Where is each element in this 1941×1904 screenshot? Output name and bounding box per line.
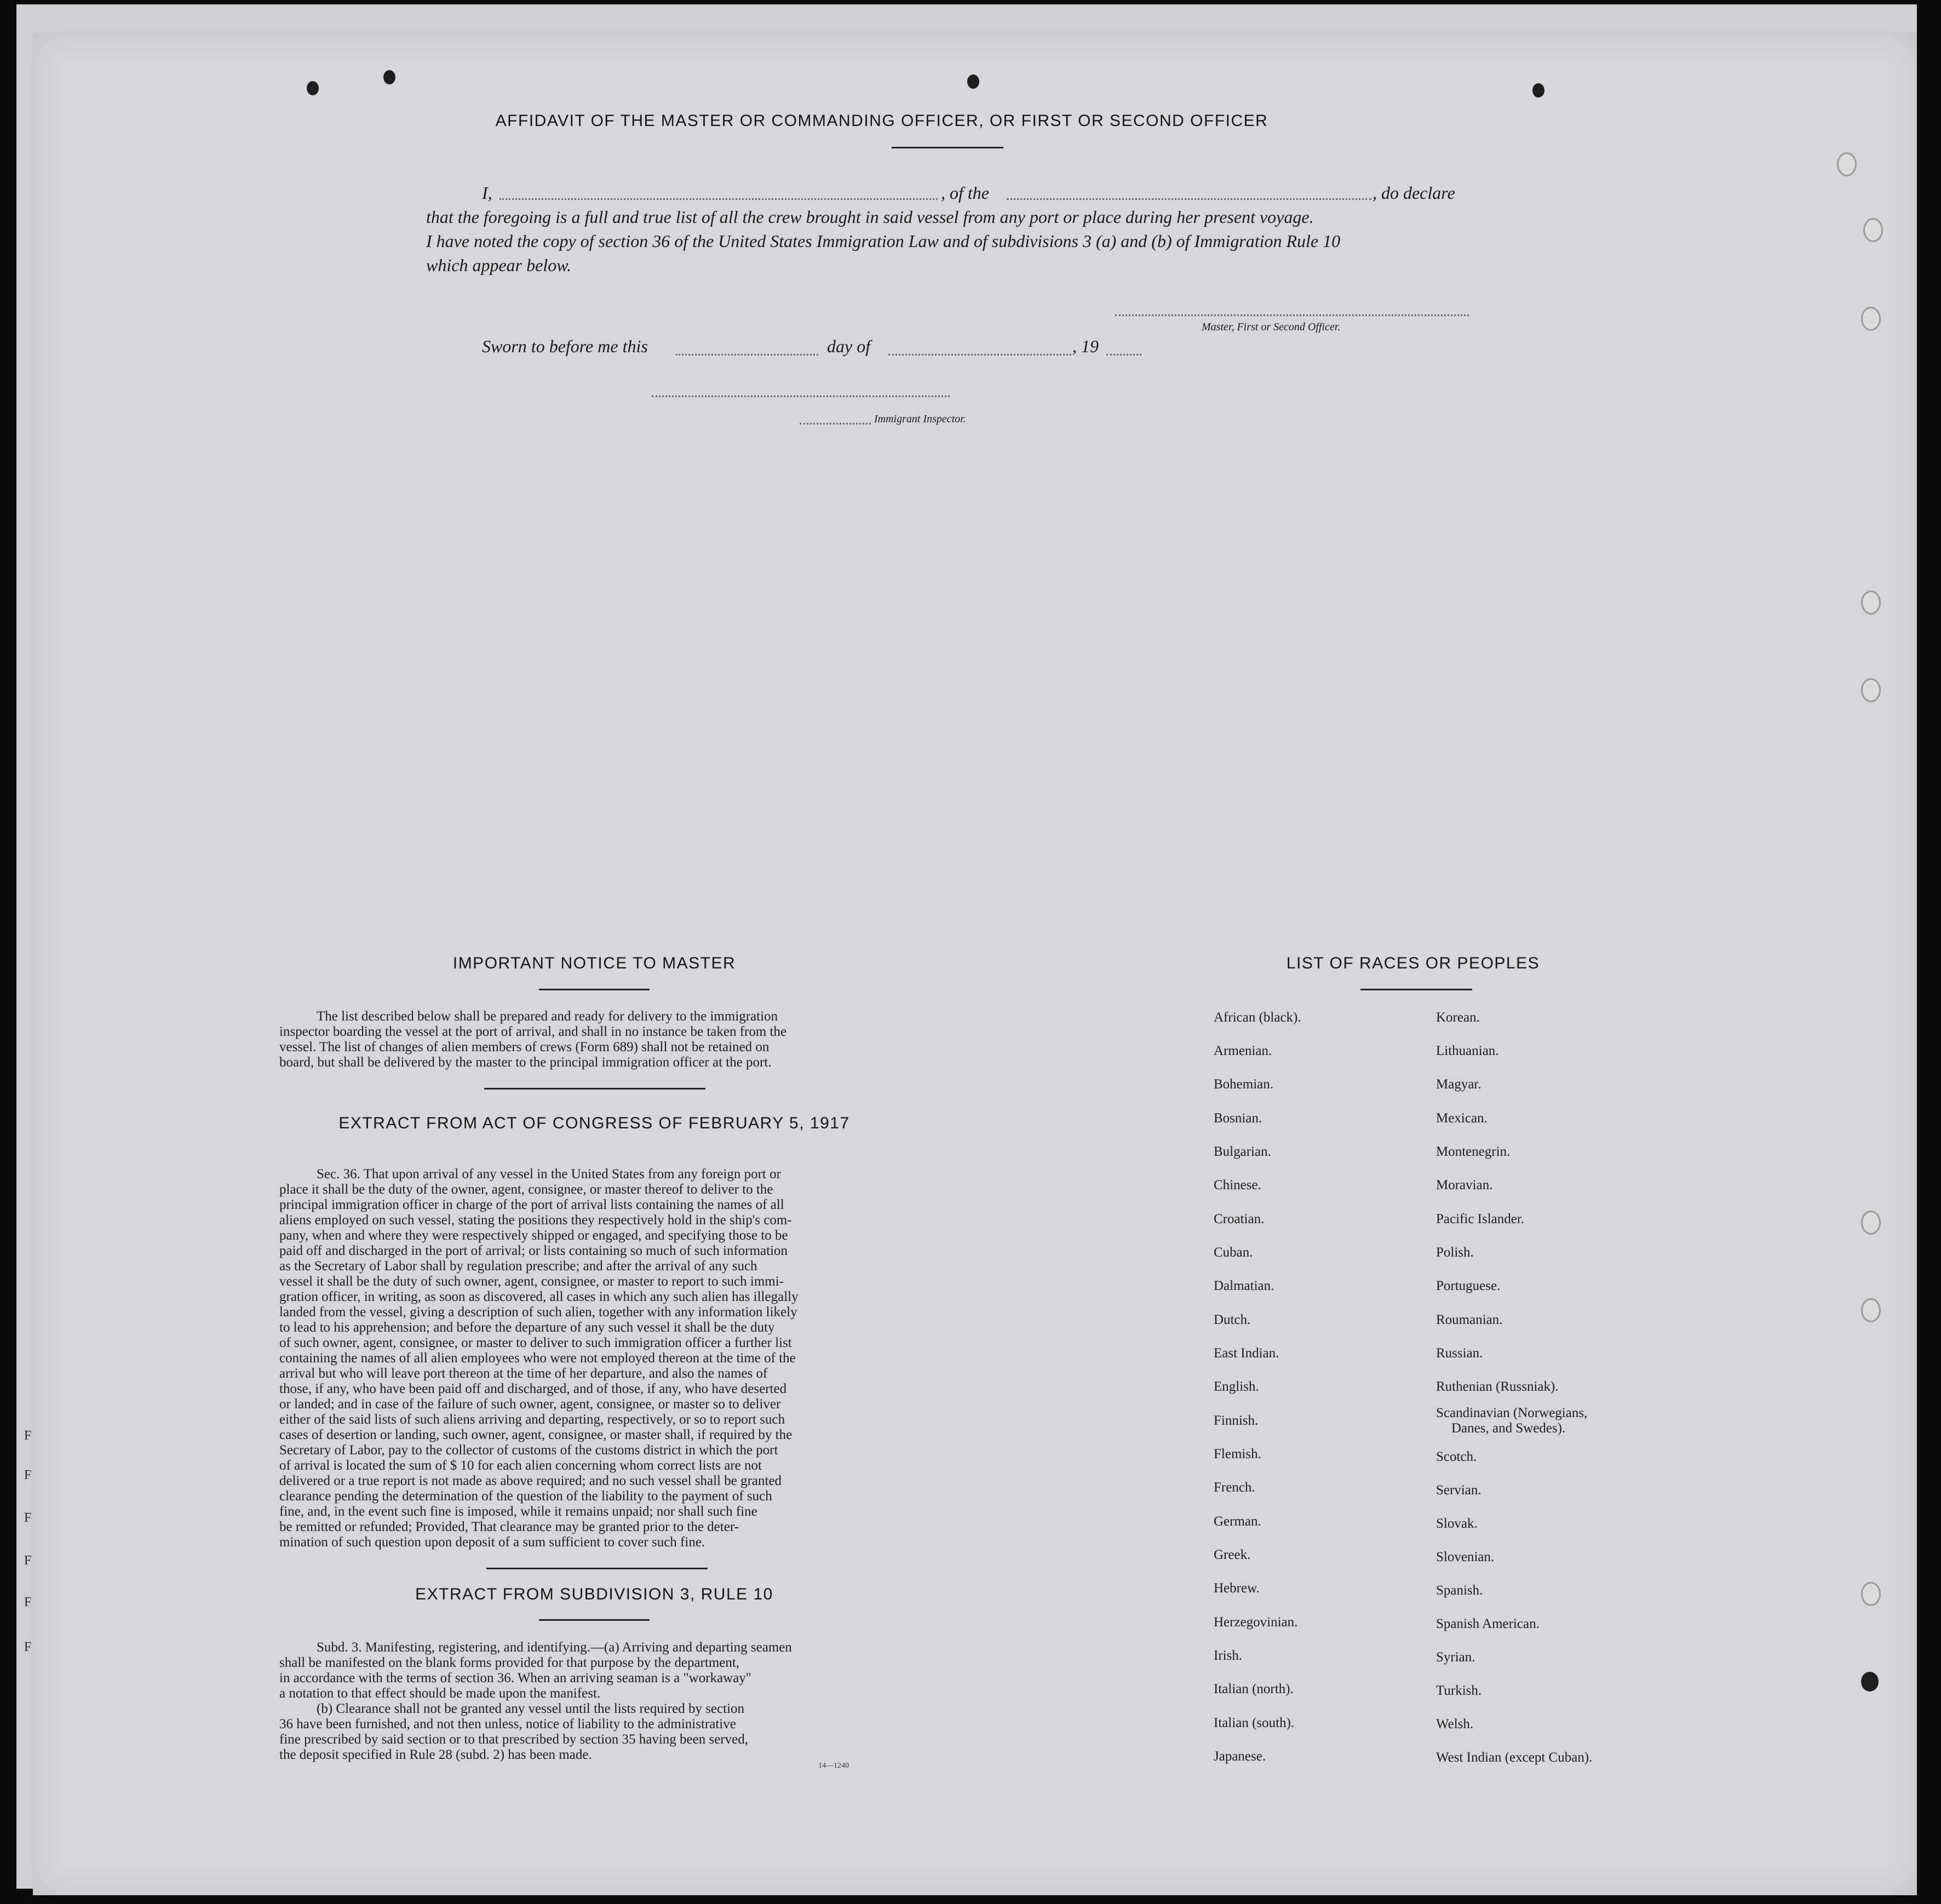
sworn-label: Sworn to before me this	[482, 336, 648, 356]
notice-line: board, but shall be delivered by the master to the principal immigration officer at the port.	[279, 1055, 772, 1070]
race-right-item: Ruthenian (Russniak).	[1436, 1379, 1559, 1394]
binder-hole	[1861, 1298, 1881, 1322]
margin-letter: F	[24, 1640, 32, 1654]
month-blank[interactable]	[888, 354, 1071, 355]
form-number: 14—1240	[818, 1762, 849, 1770]
notice-title: IMPORTANT NOTICE TO MASTER	[452, 954, 736, 972]
races-title: LIST OF RACES OR PEOPLES	[1286, 954, 1540, 972]
act-line: clearance pending the determination of the question of the liability to the payment of such	[279, 1489, 772, 1504]
rule-line: Subd. 3. Manifesting, registering, and identifying.—(a) Arriving and departing seamen	[317, 1640, 792, 1655]
act-line: fine, and, in the event such fine is imposed, while it remains unpaid; nor shall such fine	[279, 1504, 757, 1519]
binder-hole	[1861, 678, 1881, 702]
year-blank[interactable]	[1106, 354, 1141, 355]
race-left-item: Bulgarian.	[1214, 1144, 1271, 1159]
race-left-item: Bohemian.	[1214, 1077, 1274, 1092]
inspector-signature-line[interactable]	[652, 395, 950, 397]
name-blank[interactable]	[499, 198, 938, 200]
act-line: containing the names of all alien employees who were not employed thereon at the time of the	[279, 1351, 796, 1366]
day-blank[interactable]	[676, 354, 818, 355]
race-right-item: Pacific Islander.	[1436, 1212, 1525, 1226]
race-left-item: Bosnian.	[1214, 1111, 1262, 1126]
act-line: delivered or a true report is not made as above required; and no such vessel shall be granted	[279, 1473, 782, 1488]
race-left-item: English.	[1214, 1379, 1259, 1394]
act-line: Sec. 36. That upon arrival of any vessel in the United States from any foreign port or	[317, 1167, 781, 1182]
act-line: gration officer, in writing, as soon as discovered, all cases in which any such alien has illegally	[279, 1289, 799, 1304]
rule-line: 36 have been furnished, and not then unless, notice of liability to the administrative	[279, 1717, 736, 1731]
act-line: be remitted or refunded; Provided, That clearance may be granted prior to the deter-	[279, 1519, 739, 1534]
act-line: paid off and discharged in the port of arrival; or lists containing so much of such information	[279, 1243, 788, 1258]
race-right-item: Moravian.	[1436, 1178, 1493, 1192]
race-right-item: Slovak.	[1436, 1516, 1478, 1531]
binder-hole	[1863, 218, 1883, 242]
race-right-item: Montenegrin.	[1436, 1144, 1511, 1159]
act-line: cases of desertion or landing, such owner, agent, consignee, or master shall, if required by the	[279, 1427, 793, 1442]
race-right-item: Welsh.	[1436, 1717, 1474, 1731]
officer-signature-caption: Master, First or Second Officer.	[1202, 321, 1341, 333]
day-of-label: day of	[827, 336, 871, 356]
binder-punch-hole	[1861, 1672, 1879, 1691]
affidavit-body-line-1: that the foregoing is a full and true list of all the crew brought in said vessel from any port or place during her present voyage.	[426, 207, 1314, 227]
section-divider	[484, 1088, 705, 1089]
act-line: or landed; and in case of the failure of such owner, agent, consignee, or master so to deliver	[279, 1397, 781, 1412]
notice-line: vessel. The list of changes of alien members of crews (Form 689) shall not be retained on	[279, 1040, 769, 1054]
act-line: aliens employed on such vessel, stating the positions they respectively hold in the ship's com-	[279, 1213, 792, 1228]
margin-letter: F	[24, 1595, 32, 1609]
margin-letter: F	[24, 1511, 32, 1525]
race-left-item: Croatian.	[1214, 1212, 1265, 1226]
rule-title-rule	[539, 1619, 650, 1621]
race-left-item: Dalmatian.	[1214, 1278, 1274, 1293]
inspector-caption: Immigrant Inspector.	[874, 413, 966, 425]
race-left-item: Chinese.	[1214, 1178, 1261, 1192]
binder-hole	[1861, 307, 1881, 331]
act-line: to lead to his apprehension; and before the departure of any such vessel it shall be the duty	[279, 1320, 775, 1335]
race-right-item: Magyar.	[1436, 1077, 1481, 1092]
margin-letter: F	[24, 1553, 32, 1568]
notice-paragraph	[279, 1009, 915, 1070]
notice-title-rule	[539, 989, 650, 990]
race-right-item: Mexican.	[1436, 1111, 1488, 1126]
title-rule	[892, 147, 1003, 148]
race-right-item: Turkish.	[1436, 1683, 1482, 1698]
margin-letter: F	[24, 1429, 32, 1443]
race-right-item: West Indian (except Cuban).	[1436, 1750, 1593, 1765]
act-line: of such owner, agent, consignee, or master to deliver to such immigration officer a further list	[279, 1335, 792, 1350]
officer-signature-line[interactable]	[1115, 314, 1469, 316]
binder-punch-hole	[967, 74, 979, 89]
rule-line: (b) Clearance shall not be granted any vessel until the lists required by section	[317, 1701, 745, 1716]
race-left-item: Irish.	[1214, 1648, 1243, 1663]
race-right-item: Syrian.	[1436, 1650, 1475, 1665]
race-left-item: East Indian.	[1214, 1346, 1279, 1361]
race-right-item: Polish.	[1436, 1245, 1474, 1260]
race-left-item: Cuban.	[1214, 1245, 1253, 1260]
act-line: arrival but who will leave port thereon at the time of her departure, and also the names of	[279, 1366, 768, 1381]
affidavit-body-line-2: I have noted the copy of section 36 of the United States Immigration Law and of subdivisions 3 (a) and (b) of Immigration Rule 10	[426, 231, 1341, 251]
act-line: those, if any, who have been paid off and discharged, and of those, if any, who have deserted	[279, 1381, 787, 1396]
race-left-item: Italian (south).	[1214, 1716, 1295, 1730]
race-left-item: Italian (north).	[1214, 1682, 1294, 1696]
affidavit-i-label: I,	[482, 183, 492, 203]
race-left-item: Dutch.	[1214, 1312, 1251, 1327]
of-the-label: , of the	[941, 183, 989, 203]
act-line: landed from the vessel, giving a description of such alien, together with any information likely	[279, 1305, 797, 1320]
race-left-item: Flemish.	[1214, 1447, 1261, 1461]
affidavit-body-line-3: which appear below.	[426, 255, 572, 275]
race-left-item: African (black).	[1214, 1010, 1301, 1025]
vessel-blank[interactable]	[1007, 198, 1371, 200]
race-right-item: Roumanian.	[1436, 1312, 1503, 1327]
races-title-rule	[1360, 989, 1472, 990]
rule-line: the deposit specified in Rule 28 (subd. 2) has been made.	[279, 1747, 592, 1762]
notice-line: The list described below shall be prepared and ready for delivery to the immigration	[317, 1009, 778, 1024]
rule-line: shall be manifested on the blank forms provided for that purpose by the department,	[279, 1655, 740, 1670]
act-line: either of the said lists of such aliens arriving and departing, respectively, or so to report such	[279, 1412, 785, 1427]
race-right-item: Slovenian.	[1436, 1550, 1495, 1564]
act-line: of arrival is located the sum of $ 10 for each alien concerning whom correct lists are not	[279, 1458, 762, 1473]
act-line: vessel it shall be the duty of such owner, agent, consignee, or master to report to such immi-	[279, 1274, 784, 1289]
race-right-item: Scotch.	[1436, 1449, 1477, 1464]
margin-letter: F	[24, 1468, 32, 1482]
binder-hole	[1861, 1582, 1881, 1606]
race-left-item: Herzegovinian.	[1214, 1615, 1298, 1630]
binder-hole	[1837, 152, 1857, 176]
race-right-item: Danes, and Swedes).	[1451, 1421, 1566, 1436]
race-right-item: Lithuanian.	[1436, 1043, 1499, 1058]
act-line: pany, when and where they were respectively shipped or engaged, and specifying those to be	[279, 1228, 788, 1243]
year-label: , 19	[1072, 336, 1099, 356]
race-left-item: Armenian.	[1214, 1043, 1272, 1058]
rule-line: fine prescribed by said section or to that prescribed by section 35 having been served,	[279, 1732, 748, 1747]
race-right-item: Spanish.	[1436, 1583, 1483, 1598]
act-line: place it shall be the duty of the owner, agent, consignee, or master thereof to deliver to the	[279, 1182, 773, 1197]
act-extract-title: EXTRACT FROM ACT OF CONGRESS OF FEBRUARY 5, 1917	[338, 1114, 850, 1132]
section-divider	[486, 1568, 708, 1569]
race-right-item: Portuguese.	[1436, 1278, 1501, 1293]
race-right-item: Spanish American.	[1436, 1616, 1540, 1631]
inspector-signature-lead	[800, 423, 871, 425]
race-right-item: Scandinavian (Norwegians,	[1436, 1406, 1588, 1420]
binder-punch-hole	[383, 70, 395, 84]
rule-extract-title: EXTRACT FROM SUBDIVISION 3, RULE 10	[415, 1585, 773, 1603]
race-left-item: German.	[1214, 1514, 1261, 1529]
act-extract-paragraph	[279, 1167, 915, 1550]
binder-punch-hole	[307, 81, 319, 95]
notice-line: inspector boarding the vessel at the port of arrival, and shall in no instance be taken from the	[279, 1024, 787, 1039]
rule-line: in accordance with the terms of section 36. When an arriving seaman is a "workaway"	[279, 1671, 752, 1685]
race-left-item: Greek.	[1214, 1547, 1251, 1562]
act-line: principal immigration officer in charge of the port of arrival lists containing the names of all	[279, 1197, 784, 1212]
act-line: Secretary of Labor, pay to the collector of customs of the customs district in which the port	[279, 1443, 778, 1458]
binder-hole	[1861, 1211, 1881, 1235]
act-line: as the Secretary of Labor shall by regulation prescribe; and after the arrival of any such	[279, 1259, 757, 1274]
race-right-item: Russian.	[1436, 1346, 1483, 1361]
do-declare-label: , do declare	[1373, 183, 1455, 203]
race-left-item: Finnish.	[1214, 1413, 1259, 1428]
binder-hole	[1861, 590, 1881, 615]
affidavit-title: AFFIDAVIT OF THE MASTER OR COMMANDING OFFICER, OR FIRST OR SECOND OFFICER	[495, 112, 1268, 130]
binder-punch-hole	[1532, 83, 1544, 98]
race-left-item: Hebrew.	[1214, 1581, 1260, 1596]
act-line: mination of such question upon deposit of a sum sufficient to cover such fine.	[279, 1535, 705, 1550]
race-right-item: Servian.	[1436, 1483, 1481, 1498]
race-left-item: Japanese.	[1214, 1749, 1266, 1764]
rule-extract-paragraph	[279, 1640, 915, 1763]
race-right-item: Korean.	[1436, 1010, 1480, 1025]
race-left-item: French.	[1214, 1480, 1255, 1495]
rule-line: a notation to that effect should be made upon the manifest.	[279, 1686, 601, 1701]
